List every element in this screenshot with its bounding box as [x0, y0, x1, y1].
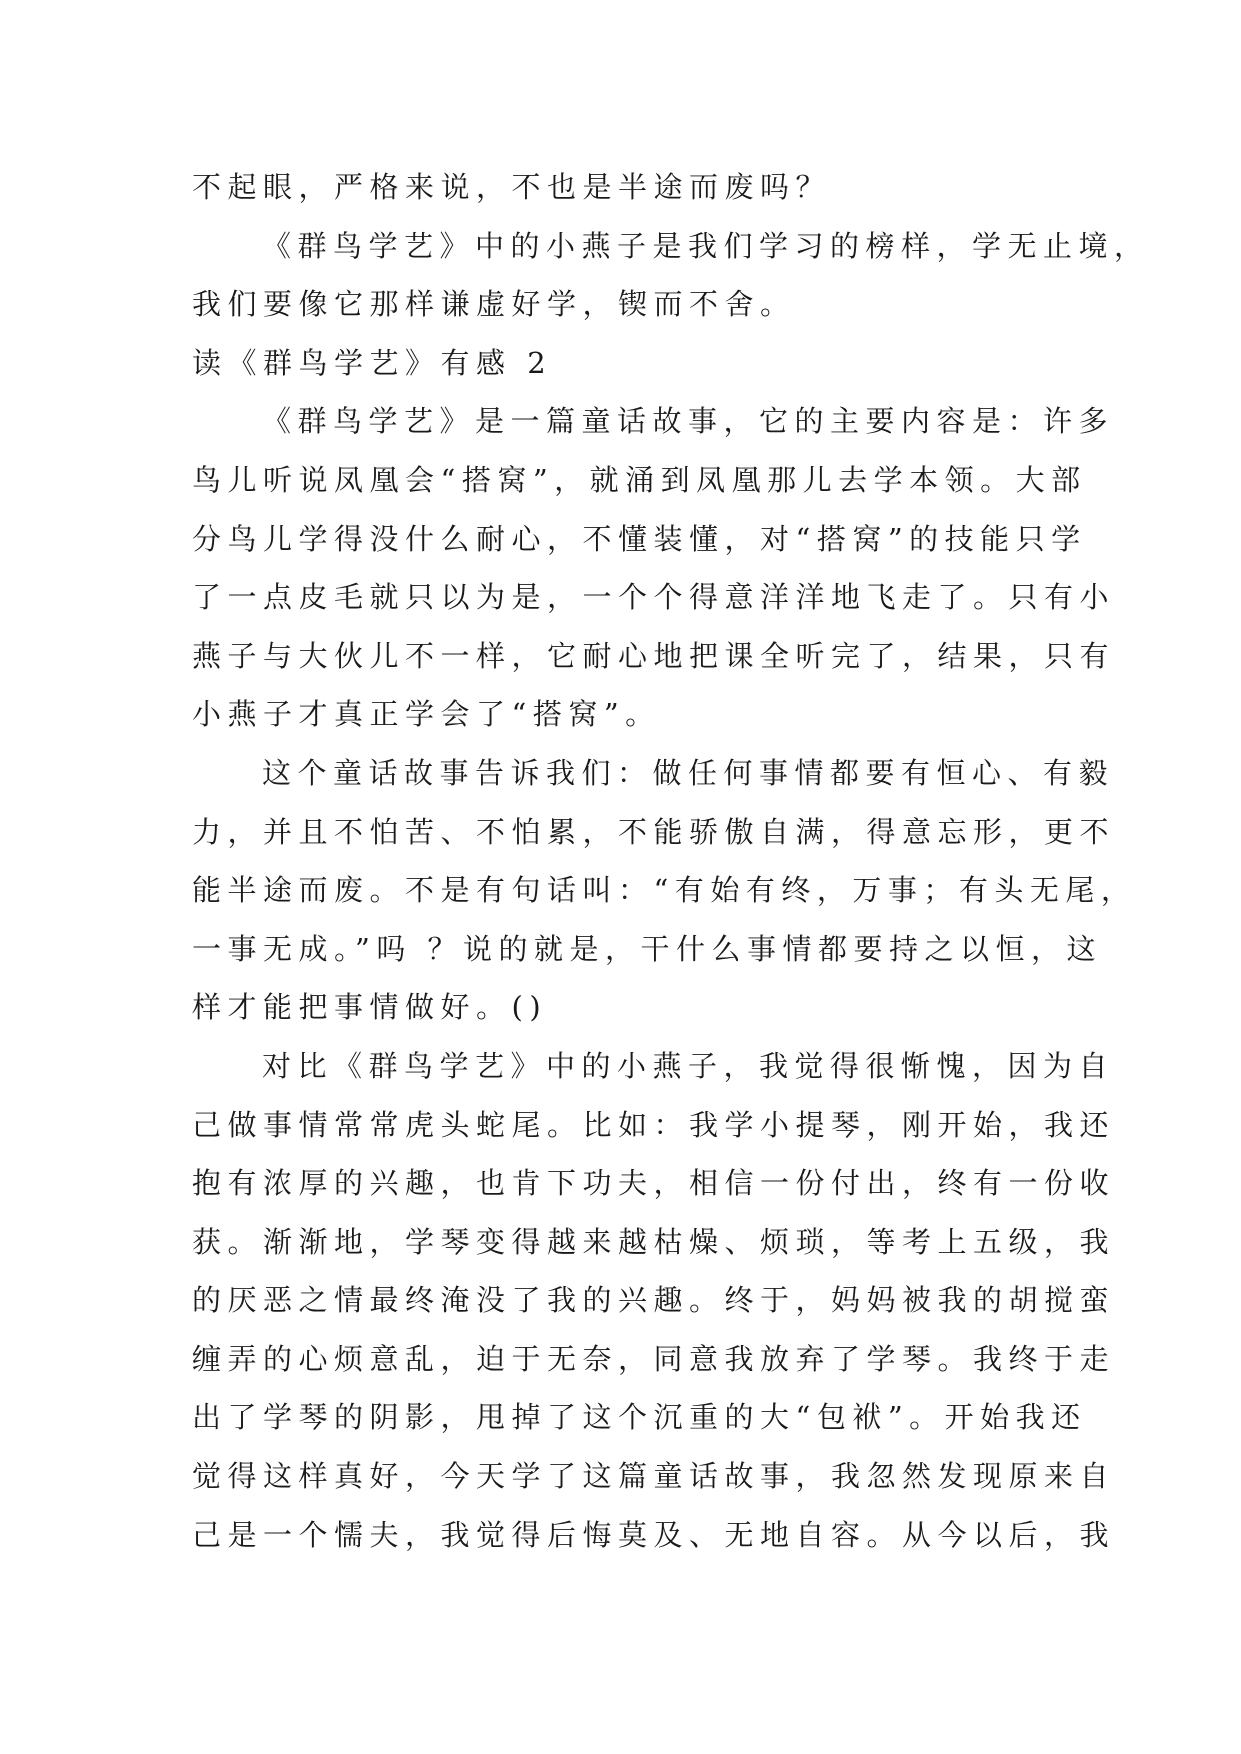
text-line: 小燕子才真正学会了“搭窝”。	[192, 697, 661, 732]
text-line: 我们要像它那样谦虚好学，锲而不舍。	[192, 287, 796, 322]
text-line: 燕子与大伙儿不一样，它耐心地把课全听完了，结果，只有	[192, 638, 1116, 673]
text-line: 不起眼，严格来说，不也是半途而废吗？	[192, 170, 832, 204]
paragraph-start-line: 《群鸟学艺》中的小燕子是我们学习的榜样，学无止境，	[262, 228, 1150, 263]
paragraph-start-line: 这个童话故事告诉我们：做任何事情都要有恒心、有毅	[262, 755, 1115, 790]
text-line: 缠弄的心烦意乱，迫于无奈，同意我放弃了学琴。我终于走	[192, 1341, 1116, 1376]
text-line: 己做事情常常虎头蛇尾。比如：我学小提琴，刚开始，我还	[192, 1107, 1116, 1142]
text-line: 鸟儿听说凤凰会“搭窝”，就涌到凤凰那儿去学本领。大部	[192, 462, 1087, 497]
section-heading: 读《群鸟学艺》有感 2	[192, 345, 553, 380]
paragraph-start-line: 《群鸟学艺》是一篇童话故事，它的主要内容是：许多	[262, 404, 1115, 439]
text-line: 的厌恶之情最终淹没了我的兴趣。终于，妈妈被我的胡搅蛮	[192, 1283, 1116, 1318]
text-line: 分鸟儿学得没什么耐心，不懂装懂，对“搭窝”的技能只学	[192, 521, 1087, 556]
text-line: 一事无成。”吗 ？说的就是，干什么事情都要持之以恒，这	[192, 931, 1103, 966]
text-line: 力，并且不怕苦、不怕累，不能骄傲自满，得意忘形，更不	[192, 814, 1116, 849]
paragraph-start-line: 对比《群鸟学艺》中的小燕子，我觉得很惭愧，因为自	[262, 1048, 1115, 1083]
text-line: 己是一个懦夫，我觉得后悔莫及、无地自容。从今以后，我	[192, 1517, 1116, 1552]
text-line: 出了学琴的阴影，甩掉了这个沉重的大“包袱”。开始我还	[192, 1400, 1087, 1435]
text-line: 觉得这样真好，今天学了这篇童话故事，我忽然发现原来自	[192, 1459, 1116, 1494]
text-line: 样才能把事情做好。()	[192, 990, 548, 1025]
text-line: 了一点皮毛就只以为是，一个个得意洋洋地飞走了。只有小	[192, 580, 1116, 615]
text-line: 抱有浓厚的兴趣，也肯下功夫，相信一份付出，终有一份收	[192, 1166, 1116, 1201]
text-line: 获。渐渐地，学琴变得越来越枯燥、烦琐，等考上五级，我	[192, 1224, 1116, 1259]
document-body	[192, 158, 1150, 1564]
text-line: 能半途而废。不是有句话叫：“有始有终，万事；有头无尾，	[192, 873, 1137, 908]
